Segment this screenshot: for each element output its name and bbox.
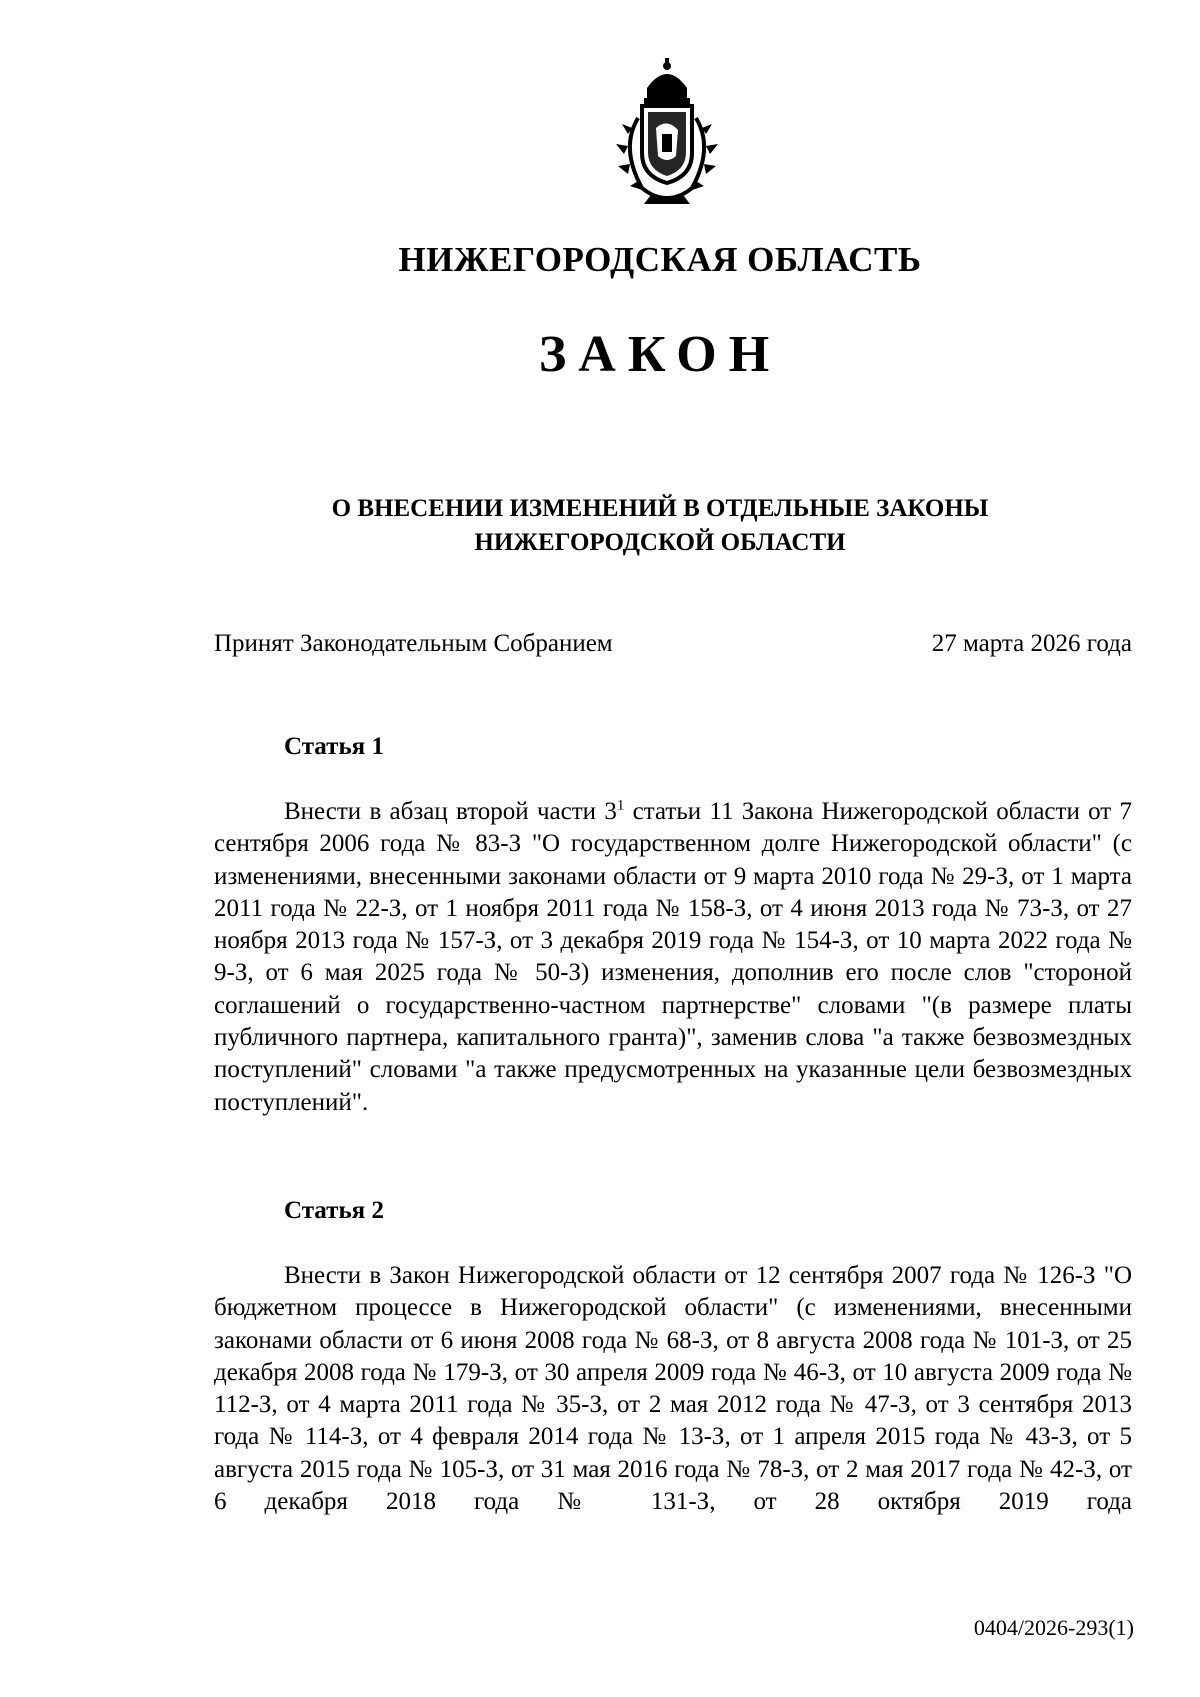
article-1-text-start: Внести в абзац второй части 3 (284, 798, 617, 825)
law-subject (0, 492, 1200, 560)
coat-of-arms-icon (592, 58, 742, 208)
document-number: 0404/2026-293(1) (973, 1615, 1134, 1640)
adoption-label: Принят Законодательным Собранием (214, 630, 613, 657)
article-1-superscript: 1 (616, 797, 625, 814)
article-1-text-end: статьи 11 Закона Нижегородской области от 7 сентября 2006 года № 83-З "О государственном долге Нижегородской области" (с изменениями, внесенными законами области от 9 марта 2010 года № 29-З, от 1 марта 2011 года № 22-З, от 1 ноября 2011 года № 158-З, от 4 июня 2013 года № 73-З, от 27 ноября 2013 года № 157-З, от 3 декабря 2019 года № 154-З, от 10 марта 2022 года № 9-З, от 6 мая 2025 года № 50-З) изменения, дополнив его после слов "стороной соглашений о государственно-частном партнерстве" словами "(в размере платы публичного партнера, капитального гранта)", заменив слова "а также безвозмездных поступлений" словами "а также предусмотренных на указанные цели безвозмездных поступлений". (214, 798, 1132, 1116)
law-title: ЗАКОН (538, 326, 782, 383)
article-1-heading: Статья 1 (284, 733, 384, 760)
adoption-date: 27 марта 2026 года (931, 630, 1132, 657)
article-2-body: Внести в Закон Нижегородской области от 12 сентября 2007 года № 126-З "О бюджетном процессе в Нижегородской области" (с изменениями, внесенными законами области от 6 июня 2008 года № 68-З, от 8 августа 2008 года № 101-З, от 25 декабря 2008 года № 179-З, от 30 апреля 2009 года № 46-З, от 10 августа 2009 года № 112-З, от 4 марта 2011 года № 35-З, от 2 мая 2012 года № 47-З, от 3 сентября 2013 года № 114-З, от 4 февраля 2014 года № 13-З, от 1 апреля 2015 года № 43-З, от 5 августа 2015 года № 105-З, от 31 мая 2016 года № 78-З, от 2 мая 2017 года № 42-З, от 6 декабря 2018 года № 131-З, от 28 октября 2019 года (214, 1262, 1132, 1516)
adoption-line (214, 630, 1132, 658)
law-subject-line-2: НИЖЕГОРОДСКОЙ ОБЛАСТИ (474, 529, 846, 556)
article-1-body (214, 796, 1132, 1119)
law-subject-line-1: О ВНЕСЕНИИ ИЗМЕНЕНИЙ В ОТДЕЛЬНЫЕ ЗАКОНЫ (331, 495, 989, 522)
region-title: НИЖЕГОРОДСКАЯ ОБЛАСТЬ (398, 240, 922, 279)
article-2-heading: Статья 2 (284, 1197, 384, 1224)
